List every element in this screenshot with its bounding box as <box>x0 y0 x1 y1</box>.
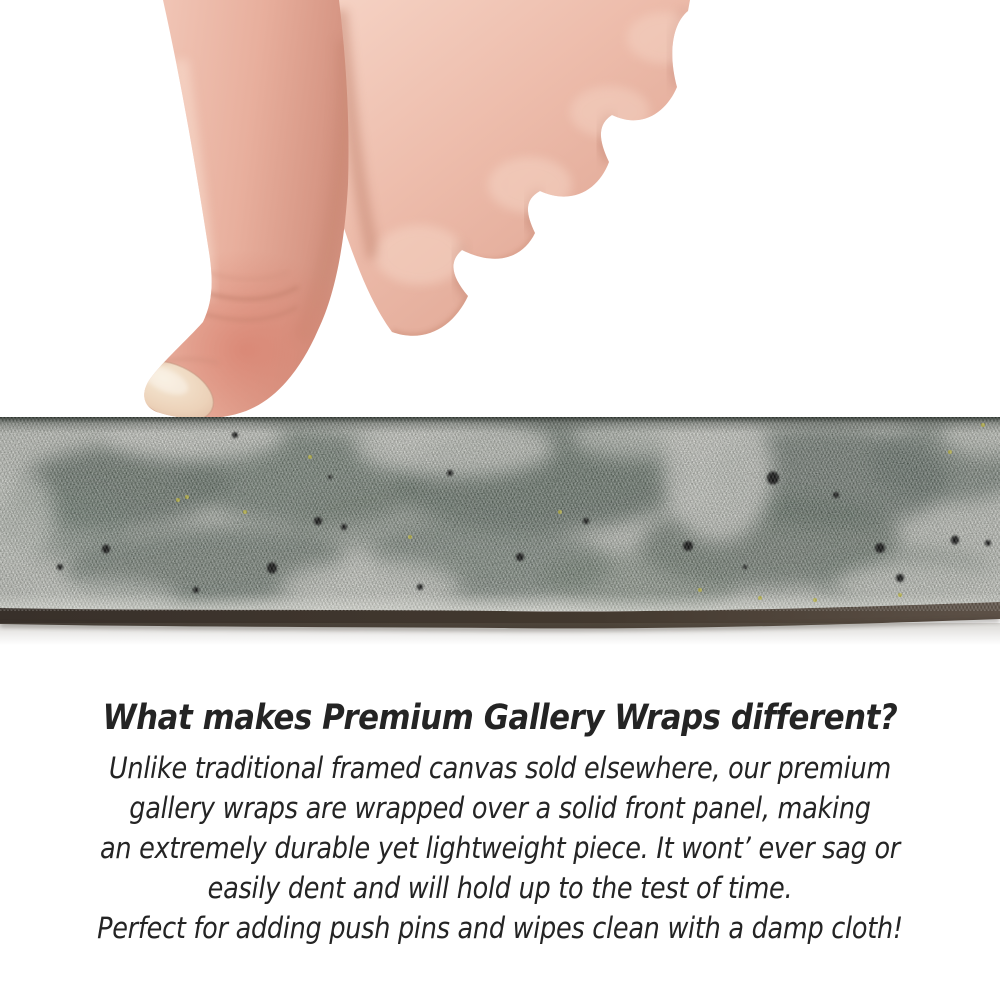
canvas-texture <box>0 417 1000 649</box>
canvas-fabric <box>0 417 1000 619</box>
body-line-2: gallery wraps are wrapped over a solid front panel, making <box>129 791 871 825</box>
hand-pressing-photo <box>0 0 720 432</box>
hand-illustration <box>0 0 720 432</box>
thumb <box>121 0 365 432</box>
info-text-block <box>60 694 940 948</box>
body-line-5: Perfect for adding push pins and wipes clean with a damp cloth! <box>97 911 903 945</box>
body-line-4: easily dent and will hold up to the test of time. <box>207 871 793 905</box>
edge-shadow <box>0 623 1000 645</box>
fist-fingers <box>300 0 703 336</box>
canvas-top-fold <box>0 417 1000 433</box>
canvas-edge-photo <box>0 417 1000 649</box>
body-line-1: Unlike traditional framed canvas sold elsewhere, our premium <box>109 751 891 785</box>
body-line-3: an extremely durable yet lightweight piece. It wont’ ever sag or <box>99 831 901 865</box>
heading: What makes Premium Gallery Wraps different? <box>102 698 898 738</box>
